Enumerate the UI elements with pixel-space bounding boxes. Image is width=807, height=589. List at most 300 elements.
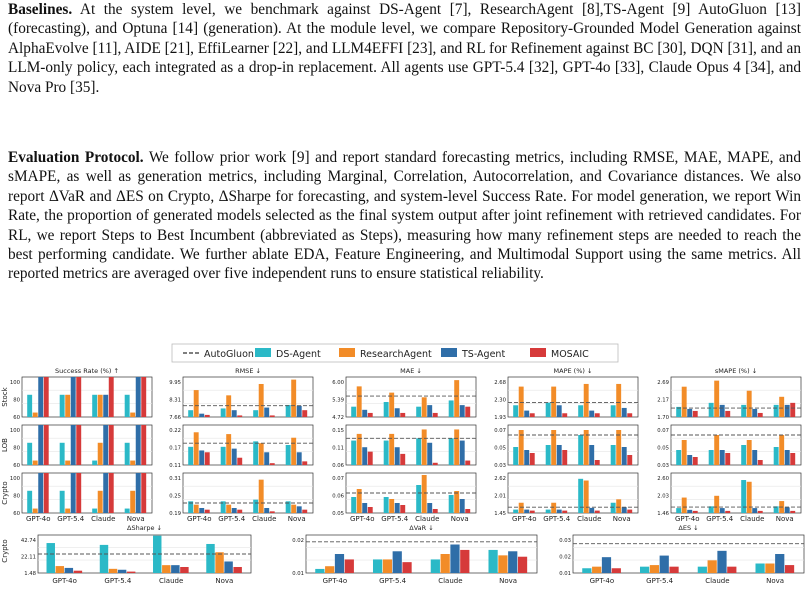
panel-3-1-bar [589, 445, 594, 465]
panel-0-0-bar [136, 377, 141, 417]
bottom-panel-0-bar [233, 567, 241, 573]
bottom-panel-2-bar [612, 568, 621, 573]
panel-4-1-bar [720, 450, 725, 465]
panel-1-0-bar [188, 410, 193, 417]
panel-4-0-bar [682, 387, 687, 417]
panel-2-2-bar [400, 505, 405, 513]
xtick-label: Nova [450, 515, 469, 523]
panel-2-2-bar [368, 507, 373, 513]
panel-3-2-bar [622, 507, 627, 513]
bottom-panel-2-bar [708, 560, 717, 573]
panel-1-0-bar [232, 410, 237, 417]
panel-3-2-bar [584, 481, 589, 513]
panel-0-2-bar [130, 491, 135, 513]
panel-1-0-ytick: 8.31 [169, 397, 181, 404]
panel-1-2-bar [291, 505, 296, 513]
legend-swatch-ts-agent [441, 348, 457, 357]
panel-4-1-ytick: 0.03 [657, 463, 669, 469]
panel-4-2-bar [682, 498, 687, 513]
bottom-title-2: ΔES ↓ [678, 524, 699, 532]
panel-0-0-bar [98, 395, 103, 417]
panel-4-0-bar [709, 403, 714, 417]
row-label-lob: LOB [1, 438, 9, 452]
xtick-label: Claude [91, 515, 116, 523]
panel-0-0-bar [125, 395, 130, 417]
panel-0-0 [22, 377, 152, 417]
panel-2-1-bar [368, 452, 373, 465]
xtick-label: Claude [415, 515, 440, 523]
xtick-label: GPT-4o [25, 515, 51, 523]
legend-label-ds-agent: DS-Agent [276, 349, 321, 360]
panel-3-2-bar [616, 499, 621, 513]
xtick-label: GPT-5.4 [218, 515, 246, 523]
panel-4-0-bar [790, 403, 795, 417]
panel-3-0-bar [584, 384, 589, 417]
panel-1-1-bar [221, 447, 226, 465]
panel-0-0-bar [109, 377, 114, 417]
row-label-crypto: Crypto [1, 481, 9, 505]
bottom-panel-2-bar [669, 567, 678, 573]
panel-1-0-bar [291, 380, 296, 417]
panel-0-2-bar [98, 491, 103, 513]
panel-1-2-ytick: 0.19 [169, 511, 181, 517]
bottom-title-0: ΔSharpe ↓ [127, 524, 162, 532]
panel-1-0-ytick: 9.95 [169, 380, 181, 386]
panel-2-1-bar [384, 441, 389, 465]
bottom-panel-2-ytick: 0.01 [559, 571, 571, 577]
panel-3-0-bar [622, 408, 627, 417]
panel-1-1-bar [291, 438, 296, 465]
bottom-panel-2-bar [755, 564, 764, 574]
xtick-label: GPT-4o [511, 515, 537, 523]
panel-3-2-bar [627, 510, 632, 513]
xtick-label: Nova [612, 515, 631, 523]
panel-2-1-bar [449, 438, 454, 465]
panel-3-1-ytick: 0.03 [494, 463, 506, 469]
panel-1-1 [183, 425, 313, 465]
legend-swatch-researchagent [339, 348, 355, 357]
panel-0-0-bar [60, 395, 65, 417]
panel-1-0-bar [270, 415, 275, 417]
panel-3-1-bar [611, 445, 616, 465]
panel-3-0-bar [589, 411, 594, 417]
panel-0-0-bar [103, 395, 108, 417]
xtick-label: Claude [577, 515, 602, 523]
panel-3-2-bar [578, 479, 583, 513]
panel-1-0-bar [253, 410, 258, 417]
panel-0-0-ytick: 100 [9, 380, 20, 386]
bottom-panel-2-bar [698, 567, 707, 573]
panel-title-0: Success Rate (%) ↑ [55, 367, 119, 375]
panel-3-0-ytick: 2.30 [494, 397, 506, 404]
panel-3-2-bar [530, 511, 535, 513]
panel-0-2-bar [44, 473, 49, 513]
panel-4-2-bar [790, 511, 795, 513]
panel-0-2-bar [92, 509, 97, 513]
panel-2-0-bar [427, 405, 432, 417]
panel-0-2-ytick: 100 [9, 476, 20, 482]
panel-0-2-ytick: 60 [13, 511, 20, 517]
bottom-panel-1-ytick: 0.01 [292, 571, 304, 577]
panel-3-1-bar [524, 450, 529, 465]
bottom-panel-1-bar [393, 551, 402, 573]
xtick-label: GPT-5.4 [381, 515, 409, 523]
panel-1-2-ytick: 0.31 [169, 476, 181, 482]
bottom-panel-2-bar [660, 556, 669, 573]
panel-1-2 [183, 473, 313, 513]
panel-4-0-bar [725, 411, 730, 417]
legend-label-mosaic: MOSAIC [551, 349, 589, 360]
panel-2-2-bar [460, 499, 465, 513]
bottom-panel-2-ytick: 0.03 [559, 538, 571, 544]
bottom-panel-2-bar [640, 567, 649, 573]
panel-4-0-bar [747, 391, 752, 417]
panel-1-1-bar [194, 432, 199, 465]
panel-4-2-bar [785, 507, 790, 513]
panel-1-0-bar [194, 390, 199, 417]
panel-3-0-bar [557, 405, 562, 417]
panel-1-1-bar [259, 443, 264, 465]
bottom-panel-2-bar [727, 567, 736, 573]
bottom-panel-1-bar [402, 562, 411, 573]
panel-0-1-bar [44, 425, 49, 465]
panel-2-0-bar [395, 408, 400, 417]
bottom-panel-0-bar [206, 544, 214, 573]
xtick-label: Nova [775, 515, 794, 523]
panel-3-0-bar [513, 405, 518, 417]
panel-3-0-bar [578, 405, 583, 417]
bottom-panel-1-bar [508, 551, 517, 573]
panel-4-1 [671, 425, 801, 465]
panel-1-2-bar [199, 508, 204, 513]
panel-1-1-ytick: 0.11 [169, 463, 181, 469]
bottom-xtick-label: Claude [705, 577, 730, 585]
panel-2-0-bar [357, 386, 362, 417]
panel-2-1-bar [433, 463, 438, 465]
panel-1-0-bar [237, 415, 242, 417]
panel-3-0-bar [611, 405, 616, 417]
panel-4-1-bar [779, 435, 784, 465]
panel-0-1-bar [71, 425, 76, 465]
panel-1-2-bar [237, 510, 242, 513]
panel-0-1-bar [65, 461, 70, 465]
bottom-xtick-label: GPT-5.4 [104, 577, 132, 585]
panel-0-1-ytick: 60 [13, 463, 20, 469]
panel-3-2-ytick: 1.45 [494, 511, 506, 517]
panel-2-1 [346, 425, 476, 465]
panel-1-2-bar [232, 508, 237, 513]
panel-4-0-bar [774, 405, 779, 417]
panel-0-1-bar [103, 425, 108, 465]
panel-0-2-bar [33, 509, 38, 513]
panel-2-0-bar [400, 413, 405, 417]
bottom-xtick-label: GPT-4o [52, 577, 77, 585]
bottom-xtick-label: GPT-4o [322, 577, 348, 585]
panel-4-2-ytick: 2.60 [657, 476, 669, 482]
bottom-panel-2-bar [717, 551, 726, 573]
bottom-panel-2 [573, 535, 804, 573]
panel-2-2-bar [454, 491, 459, 513]
panel-0-1-bar [130, 461, 135, 465]
panel-1-1-bar [302, 461, 307, 465]
bottom-panel-0-bar [100, 545, 108, 573]
panel-3-0 [508, 377, 638, 417]
panel-1-1-bar [286, 445, 291, 465]
panel-0-0-bar [27, 395, 32, 417]
panel-2-1-bar [427, 443, 432, 465]
panel-0-2-bar [38, 473, 43, 513]
panel-0-2-bar [65, 509, 70, 513]
panel-4-2-bar [693, 511, 698, 513]
panel-0-0-bar [71, 377, 76, 417]
panel-3-1-bar [627, 455, 632, 465]
panel-0-0-ytick: 60 [13, 415, 20, 421]
panel-3-0-bar [551, 387, 556, 417]
legend-label-ts-agent: TS-Agent [462, 349, 506, 360]
panel-3-2-bar [513, 510, 518, 513]
panel-4-1-bar [714, 435, 719, 465]
bottom-panel-1-bar [460, 550, 469, 573]
panel-2-2 [346, 473, 476, 513]
bottom-panel-2-bar [592, 567, 601, 573]
panel-4-1-bar [790, 453, 795, 465]
evaluation-lead: Evaluation Protocol. [8, 149, 144, 166]
panel-4-0-bar [785, 405, 790, 417]
panel-1-1-bar [205, 452, 210, 465]
panel-2-0-bar [433, 413, 438, 417]
legend-swatch-ds-agent [255, 348, 271, 357]
panel-1-1-ytick: 0.17 [169, 445, 181, 452]
panel-2-0-ytick: 6.00 [332, 380, 344, 386]
panel-2-1-bar [454, 429, 459, 465]
panel-1-0-bar [226, 395, 231, 417]
panel-2-2-ytick: 0.06 [332, 493, 344, 500]
panel-4-1-bar [758, 460, 763, 465]
panel-0-2-bar [109, 473, 114, 513]
panel-0-0-bar [33, 413, 38, 417]
panel-4-1-bar [752, 450, 757, 465]
panel-4-2-ytick: 2.03 [657, 493, 669, 500]
panel-title-1: RMSE ↓ [235, 367, 261, 375]
panel-2-0-bar [416, 407, 421, 417]
panel-4-0-bar [758, 413, 763, 417]
bottom-title-1: ΔVaR ↓ [409, 524, 434, 532]
xtick-label: Claude [252, 515, 277, 523]
panel-4-2-ytick: 1.46 [657, 511, 669, 517]
bottom-panel-0-ytick: 42.74 [20, 538, 36, 544]
xtick-label: GPT-5.4 [543, 515, 571, 523]
panel-2-0-bar [422, 397, 427, 417]
panel-0-1 [22, 425, 152, 465]
panel-4-0-bar [779, 397, 784, 417]
xtick-label: GPT-4o [186, 515, 212, 523]
bottom-panel-1-bar [325, 566, 334, 573]
panel-2-1-bar [400, 454, 405, 465]
panel-3-2-bar [524, 510, 529, 513]
panel-2-2-bar [351, 497, 356, 513]
panel-4-0-bar [741, 405, 746, 417]
panel-2-0-bar [362, 410, 367, 417]
panel-1-1-bar [199, 450, 204, 465]
panel-1-2-bar [226, 505, 231, 513]
bottom-panel-0-bar [109, 569, 117, 573]
panel-4-0 [671, 377, 801, 417]
panel-4-0-bar [714, 381, 719, 417]
panel-1-1-bar [264, 452, 269, 465]
bottom-xtick-label: GPT-4o [589, 577, 615, 585]
panel-3-1-ytick: 0.07 [494, 428, 506, 434]
bottom-panel-1-bar [335, 554, 344, 573]
panel-1-0-bar [259, 384, 264, 417]
panel-1-2-bar [302, 510, 307, 513]
panel-4-2-bar [741, 480, 746, 513]
panel-0-0-bar [141, 377, 146, 417]
panel-2-0-bar [460, 405, 465, 417]
panel-3-0-bar [530, 413, 535, 417]
panel-1-0-bar [221, 408, 226, 417]
bottom-xtick-label: Nova [499, 577, 518, 585]
panel-4-1-bar [747, 440, 752, 465]
legend-label-researchagent: ResearchAgent [360, 349, 432, 360]
panel-3-0-ytick: 1.93 [494, 415, 506, 421]
bottom-panel-0-bar [171, 565, 179, 573]
xtick-label: Nova [126, 515, 145, 523]
baselines-lead: Baselines. [8, 1, 73, 18]
panel-0-2-ytick: 80 [13, 493, 20, 500]
panel-1-1-bar [270, 463, 275, 465]
panel-2-0-bar [384, 402, 389, 417]
panel-title-3: MAPE (%) ↓ [553, 367, 593, 375]
bottom-panel-2-bar [602, 557, 611, 573]
panel-0-1-ytick: 80 [13, 445, 20, 452]
xtick-label: GPT-4o [349, 515, 375, 523]
panel-1-0-bar [297, 406, 302, 417]
bottom-panel-0-ytick: 22.11 [20, 554, 36, 561]
bottom-xtick-label: Claude [438, 577, 463, 585]
panel-4-2-bar [758, 511, 763, 513]
panel-3-1-bar [622, 447, 627, 465]
panel-1-0-bar [199, 414, 204, 417]
panel-3-0-bar [519, 387, 524, 417]
panel-4-1-bar [709, 450, 714, 465]
bottom-panel-2-bar [650, 565, 659, 573]
row-label-stock: Stock [1, 387, 9, 407]
panel-4-0-ytick: 2.17 [657, 397, 669, 404]
bottom-panel-1-bar [498, 555, 507, 573]
panel-2-1-ytick: 0.11 [332, 445, 344, 452]
bottom-panel-0-bar [180, 567, 188, 573]
bottom-panel-1-bar [518, 557, 527, 573]
panel-2-2-bar [395, 503, 400, 513]
panel-3-1-bar [513, 447, 518, 465]
panel-2-1-bar [395, 447, 400, 465]
bottom-xtick-label: Nova [766, 577, 785, 585]
panel-0-2-bar [141, 473, 146, 513]
panel-4-0-ytick: 1.70 [657, 415, 669, 421]
panel-3-2-bar [562, 511, 567, 513]
panel-4-1-bar [682, 440, 687, 465]
panel-1-0-bar [205, 415, 210, 417]
panel-1-1-bar [226, 434, 231, 465]
panel-4-2-bar [714, 496, 719, 513]
panel-4-1-bar [687, 455, 692, 465]
bottom-xtick-label: Nova [215, 577, 234, 585]
panel-3-2-ytick: 2.62 [494, 476, 506, 482]
panel-0-1-bar [76, 425, 81, 465]
panel-1-1-bar [297, 452, 302, 465]
panel-3-0-bar [616, 384, 621, 417]
panel-0-1-bar [27, 443, 32, 465]
panel-2-2-bar [362, 503, 367, 513]
panel-1-0-bar [264, 408, 269, 417]
panel-2-0-bar [449, 400, 454, 417]
bottom-xtick-label: GPT-5.4 [379, 577, 407, 585]
panel-3-1-bar [595, 460, 600, 465]
bottom-panel-2-bar [765, 564, 774, 574]
bottom-xtick-label: GPT-5.4 [646, 577, 674, 585]
panel-4-0-ytick: 2.69 [657, 380, 669, 386]
panel-title-4: sMAPE (%) ↓ [714, 367, 758, 375]
panel-4-1-ytick: 0.07 [657, 428, 669, 434]
panel-2-2-bar [449, 495, 454, 513]
panel-1-1-bar [237, 458, 242, 465]
panel-3-2 [508, 473, 638, 513]
panel-0-2-bar [71, 473, 76, 513]
panel-0-0-ytick: 80 [13, 397, 20, 404]
panel-0-1-bar [136, 425, 141, 465]
panel-0-0-bar [38, 377, 43, 417]
panel-1-1-ytick: 0.22 [169, 428, 181, 434]
panel-1-2-bar [253, 500, 258, 513]
panel-3-2-bar [557, 510, 562, 513]
panel-4-2-bar [752, 508, 757, 513]
bottom-panel-1 [306, 535, 537, 573]
panel-3-1-bar [557, 445, 562, 465]
panel-3-2-ytick: 2.01 [494, 493, 506, 500]
panel-4-2 [671, 473, 801, 513]
bottom-panel-1-bar [441, 554, 450, 573]
bottom-panel-1-ytick: 0.02 [292, 538, 304, 544]
panel-0-1-bar [33, 461, 38, 465]
panel-0-2-bar [125, 509, 130, 513]
panel-1-0 [183, 377, 313, 417]
bottom-panel-2-ytick: 0.02 [559, 554, 571, 561]
bottom-xtick-label: Claude [158, 577, 184, 585]
bottom-panel-0-bar [65, 568, 73, 573]
panel-2-2-bar [389, 499, 394, 513]
panel-4-1-ytick: 0.05 [657, 445, 669, 452]
panel-2-2-bar [433, 509, 438, 513]
panel-0-1-bar [60, 443, 65, 465]
panel-0-1-bar [125, 443, 130, 465]
baselines-body: At the system level, we benchmark against DS-Agent [7], ResearchAgent [8],TS-Agent [9] AutoGluon [13] (forecasting), and Optuna [14] (generation). At the module level, we compare Repository-Grounded Model Generation against AlphaEvolve [11], AIDE [21], EffiLearner [22], and LLM4EFFI [23], and RL for Refinement against BC [30], DQN [31], and an LLM-only policy, each integrated as a drop-in replacement. All agents use GPT-5.4 [32], GPT-4o [33], Claude Opus 4 [34], and Nova Pro [35]. [8, 1, 801, 96]
panel-2-0-bar [368, 413, 373, 417]
panel-title-2: MAE ↓ [400, 367, 422, 375]
bottom-panel-0-ytick: 1.48 [24, 571, 36, 577]
panel-2-2-bar [422, 475, 427, 513]
bottom-panel-0-bar [118, 570, 126, 573]
panel-1-2-bar [270, 511, 275, 513]
panel-0-2-bar [103, 473, 108, 513]
panel-0-1-bar [38, 425, 43, 465]
xtick-label: GPT-5.4 [706, 515, 734, 523]
panel-1-0-bar [286, 405, 291, 417]
panel-0-2 [22, 473, 152, 513]
panel-3-0-ytick: 2.68 [494, 380, 506, 386]
panel-4-0-bar [720, 405, 725, 417]
panel-0-2-bar [60, 491, 65, 513]
panel-3-2-bar [595, 511, 600, 513]
